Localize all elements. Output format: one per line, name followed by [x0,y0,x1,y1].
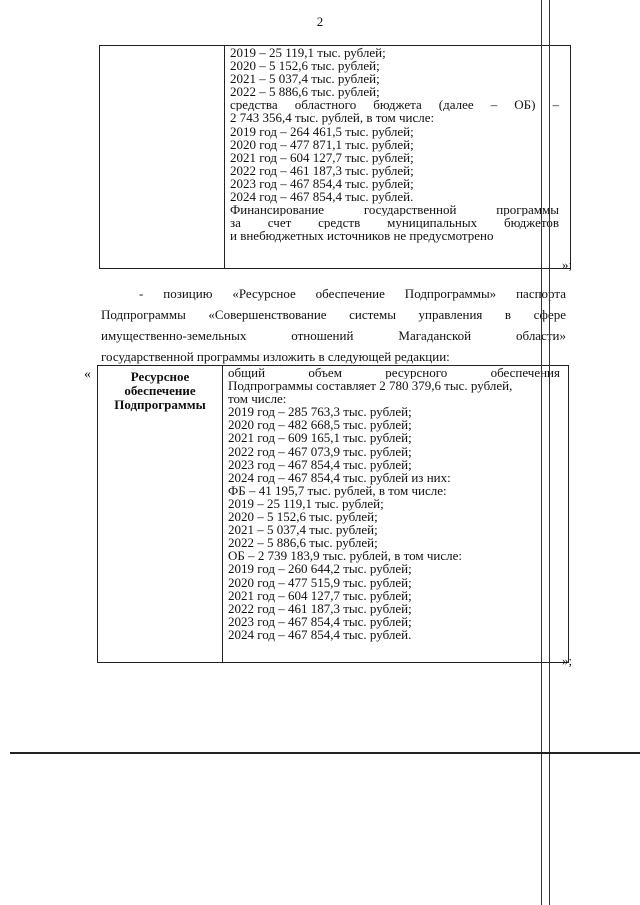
table-line: 2022 – 5 886,6 тыс. рублей; [228,535,378,551]
table-line: 2023 год – 467 854,4 тыс. рублей; [228,456,412,472]
table-line: 2020 – 5 152,6 тыс. рублей; [228,509,378,525]
scan-vertical-line [541,0,542,905]
table-line: том числе: [228,391,287,407]
table-line: ОБ – 2 739 183,9 тыс. рублей, в том числе: [228,548,462,564]
table-line: 2019 год – 264 461,5 тыс. рублей; [230,123,414,139]
table-line: 2019 год – 285 763,3 тыс. рублей; [228,404,412,420]
scan-vertical-line [549,0,550,905]
table-line: 2020 – 5 152,6 тыс. рублей; [230,58,380,74]
funding-details-cell [230,46,559,242]
table-line: 2022 год – 461 187,3 тыс. рублей; [228,600,412,616]
table-line: за счет средств муниципальных бюджетов [230,216,559,230]
table-line: 2022 год – 467 073,9 тыс. рублей; [228,443,412,459]
table-line: 2019 – 25 119,1 тыс. рублей; [228,495,384,511]
table-line: Подпрограммы составляет 2 780 379,6 тыс. рублей, [228,378,513,394]
table-line: 2020 год – 477 515,9 тыс. рублей; [228,574,412,590]
paragraph-line: Подпрограммы «Совершенствование системы управления в сфере [101,307,566,322]
paragraph-line: государственной программы изложить в следующей редакции: [101,349,450,364]
table-column-divider [222,366,223,662]
funding-table-continued [99,45,571,269]
amendment-paragraph [101,283,566,367]
closing-quote: »; [562,257,573,272]
table-line: 2020 год – 482 668,5 тыс. рублей; [228,417,412,433]
table-line: общий объем ресурсного обеспечения [228,366,560,380]
table-line: 2019 – 25 119,1 тыс. рублей; [230,45,386,60]
opening-quote: « [84,367,91,382]
closing-quote: »; [562,653,573,668]
table-line: и внебюджетных источников не предусмотрено [230,228,494,244]
table-header-cell: Ресурсное обеспечение Подпрограммы [114,369,206,412]
funding-details-cell [228,366,560,641]
table-line: 2021 – 5 037,4 тыс. рублей; [228,522,378,538]
table-line: 2020 год – 477 871,1 тыс. рублей; [230,136,414,152]
page-bottom-rule [10,752,640,754]
table-line: 2022 год – 461 187,3 тыс. рублей; [230,162,414,178]
table-line: 2024 год – 467 854,4 тыс. рублей. [228,626,412,642]
table-line: Финансирование государственной программы [230,203,559,217]
table-line: средства областного бюджета (далее – ОБ) – [230,98,559,112]
resource-support-table [97,365,569,663]
table-column-divider [224,46,225,268]
table-line: 2024 год – 467 854,4 тыс. рублей из них: [228,469,451,485]
table-line: 2023 год – 467 854,4 тыс. рублей; [230,175,414,191]
table-line: 2021 год – 609 165,1 тыс. рублей; [228,430,412,446]
table-line: 2021 – 5 037,4 тыс. рублей; [230,71,380,87]
table-line: 2024 год – 467 854,4 тыс. рублей. [230,189,414,205]
table-line: ФБ – 41 195,7 тыс. рублей, в том числе: [228,482,447,498]
table-line: 2019 год – 260 644,2 тыс. рублей; [228,561,412,577]
table-line: 2023 год – 467 854,4 тыс. рублей; [228,613,412,629]
table-line: 2022 – 5 886,6 тыс. рублей; [230,84,380,100]
table-line: 2021 год – 604 127,7 тыс. рублей; [230,149,414,165]
paragraph-line: - позицию «Ресурсное обеспечение Подпрограммы» паспорта [139,286,566,301]
page-number: 2 [316,14,324,29]
table-line: 2 743 356,4 тыс. рублей, в том числе: [230,110,435,126]
paragraph-line: имущественно-земельных отношений Магаданской области» [101,328,566,343]
table-line: 2021 год – 604 127,7 тыс. рублей; [228,587,412,603]
